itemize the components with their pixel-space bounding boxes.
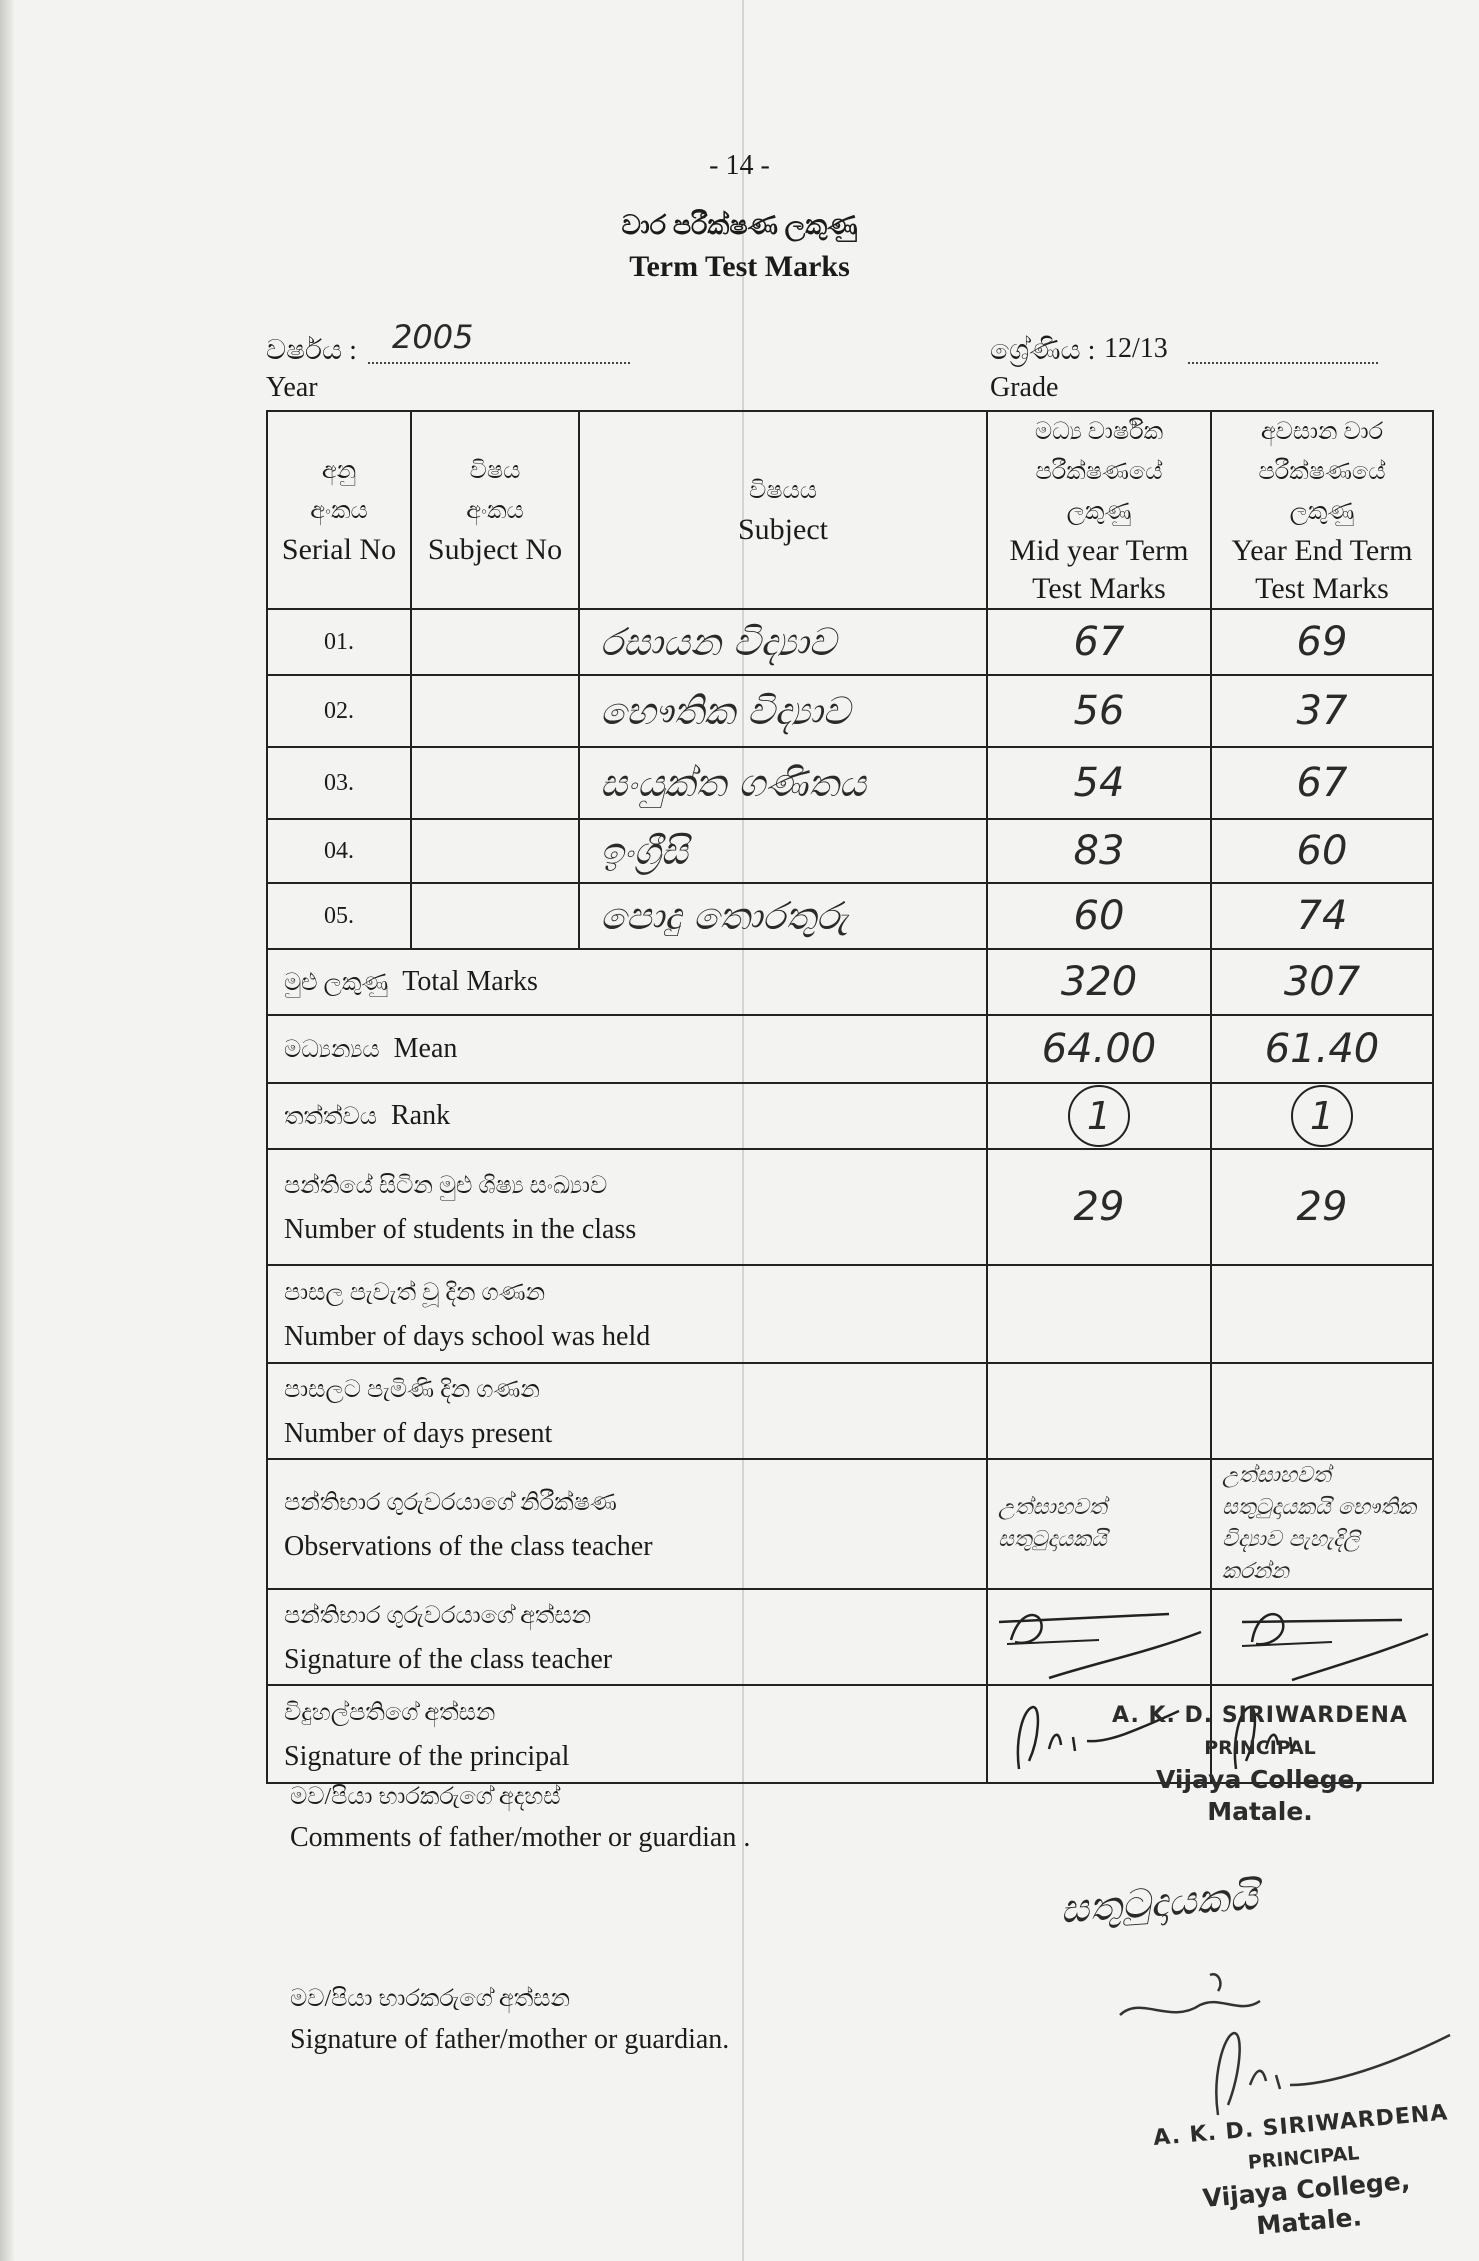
table-row	[267, 747, 1433, 819]
header-subject-no: විෂය අංකය Subject No	[411, 411, 579, 609]
days-held-row	[267, 1265, 1433, 1363]
end-mark-cell: 74	[1211, 883, 1433, 949]
title-sinhala: වාර පරීක්ෂණ ලකුණු	[621, 210, 858, 240]
total-marks-label: මුළු ලකුණු Total Marks	[267, 949, 987, 1015]
teacher-signature-row	[267, 1589, 1433, 1685]
teacher-signature-mid	[987, 1589, 1211, 1685]
serial-cell: 05.	[267, 883, 411, 949]
days-held-end-cell	[1211, 1265, 1433, 1363]
end-mark-cell: 60	[1211, 819, 1433, 883]
header-subject: විෂයය Subject	[579, 411, 987, 609]
subject-no-cell	[411, 675, 579, 747]
grade-label-english: Grade	[990, 372, 1059, 403]
subject-no-cell	[411, 609, 579, 675]
students-mid-cell: 29	[987, 1149, 1211, 1265]
rank-end-cell	[1211, 1083, 1433, 1149]
serial-cell: 03.	[267, 747, 411, 819]
subject-no-cell	[411, 883, 579, 949]
table-row	[267, 819, 1433, 883]
year-label-english: Year	[266, 372, 318, 403]
guardian-signature-label-english: Signature of father/mother or guardian.	[290, 2024, 730, 2055]
comments-label-sinhala: මව/පියා භාරකරුගේ අදහස්	[290, 1784, 561, 1810]
page-edge-shadow	[0, 0, 14, 2261]
teacher-signature-end-scribble	[1212, 1592, 1432, 1682]
students-end-cell: 29	[1211, 1149, 1433, 1265]
mid-mark-cell: 56	[987, 675, 1211, 747]
subject-cell: සංයුක්ත ගණිතය	[579, 747, 987, 819]
days-present-label: පාසලට පැමිණි දින ගණන Number of days present	[267, 1363, 987, 1459]
year-dotted-line	[368, 362, 630, 364]
rank-label: තත්ත්වය Rank	[267, 1083, 987, 1149]
mid-mark-cell: 83	[987, 819, 1211, 883]
mean-mid-cell: 64.00	[987, 1015, 1211, 1083]
serial-cell: 04.	[267, 819, 411, 883]
rank-row	[267, 1083, 1433, 1149]
comments-label-english: Comments of father/mother or guardian .	[290, 1822, 751, 1853]
subject-cell: භෞතික විද්‍යාව	[579, 675, 987, 747]
table-row	[267, 675, 1433, 747]
mean-label: මධ්‍යන්‍යය Mean	[267, 1015, 987, 1083]
principal-stamp-top: A. K. D. SIRIWARDENA PRINCIPAL Vijaya College, Matale.	[1112, 1703, 1408, 1826]
table-row	[267, 609, 1433, 675]
grade-dotted-line	[1188, 362, 1378, 364]
year-value: 2005	[392, 318, 474, 356]
guardian-signature-scribble	[1100, 1935, 1460, 2125]
year-label-sinhala: වර්ෂය :	[266, 335, 357, 366]
subject-cell: රසායන විද්‍යාව	[579, 609, 987, 675]
term-test-marks-table	[266, 410, 1434, 1784]
table-header-row	[267, 411, 1433, 609]
subject-cell: පොදු තොරතුරු	[579, 883, 987, 949]
observations-end-cell: උත්සාහවත් සතුටුදායකයි භෞතික විද්‍යාව පැහැදිලි කරන්න	[1211, 1459, 1433, 1589]
mean-end-cell: 61.40	[1211, 1015, 1433, 1083]
subject-cell: ඉංග්‍රීසි	[579, 819, 987, 883]
principal-signature-label: විදුහල්පතිගේ අත්සන Signature of the principal	[267, 1685, 987, 1783]
serial-cell: 01.	[267, 609, 411, 675]
rank-mid-circle: 1	[1068, 1085, 1130, 1147]
students-row	[267, 1149, 1433, 1265]
observations-label: පන්තිභාර ගුරුවරයාගේ නිරීක්ෂණ Observations of the class teacher	[267, 1459, 987, 1589]
end-mark-cell: 69	[1211, 609, 1433, 675]
total-marks-row	[267, 949, 1433, 1015]
mean-row	[267, 1015, 1433, 1083]
grade-label-sinhala: ශ්‍රේණිය :	[990, 335, 1096, 366]
rank-mid-cell	[987, 1083, 1211, 1149]
days-held-label: පාසල පැවැත් වූ දින ගණන Number of days school was held	[267, 1265, 987, 1363]
mid-mark-cell: 54	[987, 747, 1211, 819]
teacher-signature-end	[1211, 1589, 1433, 1685]
observations-row	[267, 1459, 1433, 1589]
days-present-end-cell	[1211, 1363, 1433, 1459]
teacher-signature-label: පන්තිභාර ගුරුවරයාගේ අත්සන Signature of the class teacher	[267, 1589, 987, 1685]
days-held-mid-cell	[987, 1265, 1211, 1363]
rank-end-circle: 1	[1291, 1085, 1353, 1147]
subject-no-cell	[411, 819, 579, 883]
header-year-end-marks: අවසාන වාර පරීක්ෂණයේ ලකුණු Year End Term Test Marks	[1211, 411, 1433, 609]
end-mark-cell: 67	[1211, 747, 1433, 819]
guardian-signature-label-sinhala: මව/පියා භාරකරුගේ අත්සන	[290, 1986, 570, 2012]
mid-mark-cell: 60	[987, 883, 1211, 949]
table-row	[267, 883, 1433, 949]
header-serial-no: අනු අංකය Serial No	[267, 411, 411, 609]
teacher-signature-mid-scribble	[989, 1592, 1209, 1682]
end-mark-cell: 37	[1211, 675, 1433, 747]
principal-stamp-bottom: A. K. D. SIRIWARDENA PRINCIPAL Vijaya College, Matale.	[1152, 2100, 1450, 2241]
days-present-mid-cell	[987, 1363, 1211, 1459]
page-number: - 14 -	[709, 150, 770, 181]
students-label: පන්තියේ සිටින මුළු ශිෂ්‍ය සංඛ්‍යාව Number of students in the class	[267, 1149, 987, 1265]
days-present-row	[267, 1363, 1433, 1459]
total-mid-cell: 320	[987, 949, 1211, 1015]
title-english: Term Test Marks	[629, 250, 850, 283]
total-end-cell: 307	[1211, 949, 1433, 1015]
guardian-comment-value: සතුටුදායකයි	[1058, 1873, 1260, 1933]
grade-value: 12/13	[1104, 333, 1168, 364]
header-mid-year-marks: මධ්‍ය වාර්ෂික පරීක්ෂණයේ ලකුණු Mid year Term Test Marks	[987, 411, 1211, 609]
subject-no-cell	[411, 747, 579, 819]
observations-mid-cell: උත්සාහවත් සතුටුදායකයි	[987, 1459, 1211, 1589]
serial-cell: 02.	[267, 675, 411, 747]
mid-mark-cell: 67	[987, 609, 1211, 675]
